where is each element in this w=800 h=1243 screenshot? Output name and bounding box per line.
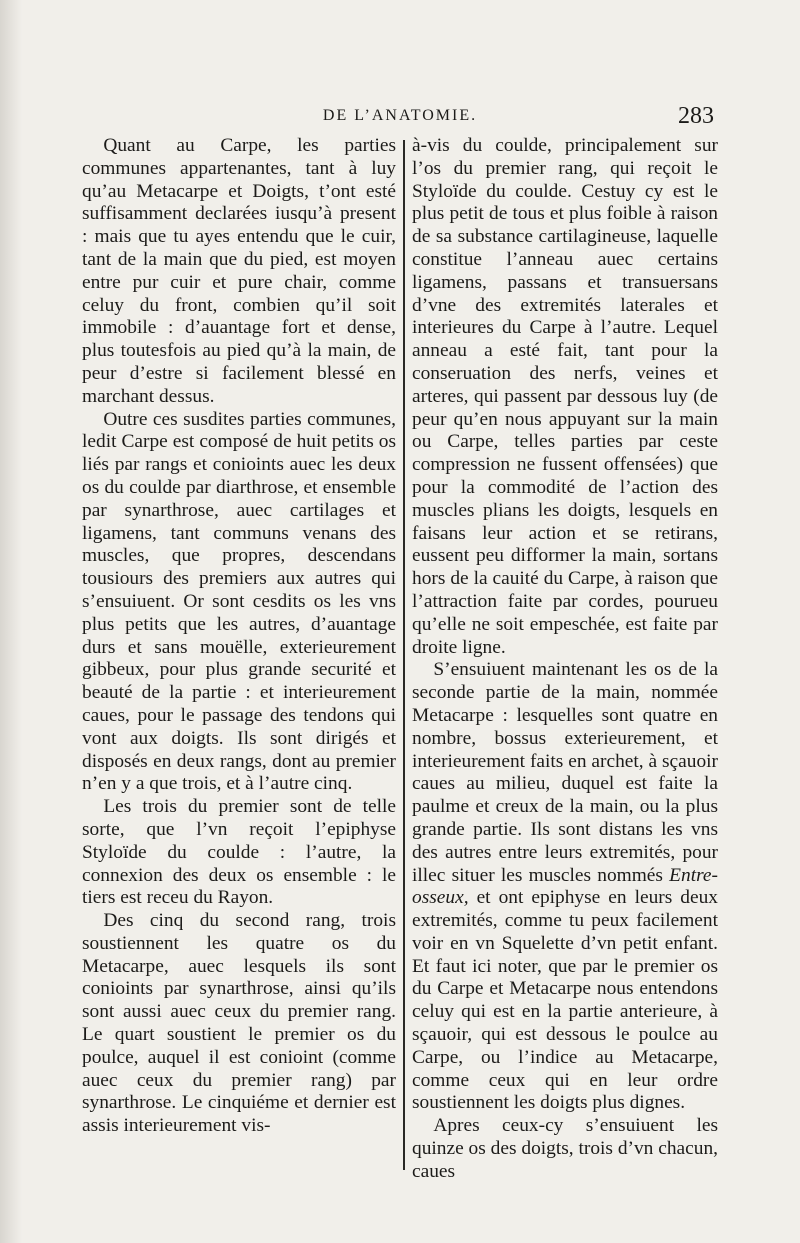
paragraph-text: S’ensuiuent maintenant les os de la seconde partie de la main, nommée Metacarpe : lesquelles sont quatre en nombre, bossus exterieurement, et interieurement faits en archet, à sçauoir caues au milieu, duquel est faite la paulme et creux de la main, ou la plus grande partie. Ils sont distans les vns des autres entre leurs extremités, pour illec situer les muscles nommés: [412, 659, 718, 886]
paragraph: Outre ces susdites parties communes, ledit Carpe est composé de huit petits os liés par rangs et conioints auec les deux os du coulde par diarthrose, et ensemble par synarthrose, auec cartilages et ligamens, tant communs venans des muscles, que propres, descendans tousiours des premiers aux autres qui s’ensuiuent. Or sont cesdits os les vns plus petits que les autres, d’auantage durs et sans mouëlle, exterieurement gibbeux, pour plus grande securité et beauté de la partie : et interieurement caues, pour le passage des tendons qui vont aux doigts. Ils sont dirigés et disposés en deux rangs, dont au premier n’en y a que trois, et à l’autre cinq.: [82, 408, 396, 795]
paragraph: Apres ceux-cy s’ensuiuent les quinze os des doigts, trois d’vn chacun, caues: [412, 1115, 718, 1182]
paragraph: Des cinq du second rang, trois soustiennent les quatre os du Metacarpe, auec lesquels ils sont conioints par synarthrose, ainsi qu’ils sont aussi auec ceux du premier rang. Le quart soustient le premier os du poulce, auquel il est conioint (comme auec ceux du premier rang) par synarthrose. Le cinquiéme et dernier est assis interieurement vis-: [82, 910, 396, 1137]
column-divider: [403, 140, 405, 1170]
page-number: 283: [678, 103, 714, 129]
paragraph: [412, 659, 718, 1115]
left-column: [82, 135, 396, 1138]
paragraph-text: et ont epiphyse en leurs deux extremités, comme tu peux facilement voir en vn Squelette d’vn petit enfant. Et faut ici noter, que par le premier os du Carpe et Metacarpe nous entendons celuy qui est en la partie anterieure, à sçauoir, qui est dessous le poulce au Carpe, ou l’indice au Metacarpe, comme ceux qui en leur ordre soustiennent les doigts plus dignes.: [412, 887, 718, 1114]
page-edge-shadow: [0, 0, 22, 1243]
italic-term: Entre-osseux,: [412, 864, 718, 909]
right-column: [412, 135, 718, 1184]
running-head: DE L’ANATOMIE.: [322, 107, 478, 124]
paragraph: Quant au Carpe, les parties communes appartenantes, tant à luy qu’au Metacarpe et Doigts, t’ont esté suffisamment declarées iusqu’à present : mais que tu ayes entendu que le cuir, tant de la main que du pied, est moyen entre pur cuir et pure chair, comme celuy du front, combien qu’il soit immobile : d’auantage fort et dense, plus toutesfois au pied qu’à la main, de peur d’estre si facilement blessé en marchant dessus.: [82, 135, 396, 407]
paragraph: Les trois du premier sont de telle sorte, que l’vn reçoit l’epiphyse Styloïde du coulde : l’autre, la connexion des deux os ensemble : le tiers est receu du Rayon.: [82, 796, 396, 909]
page-header: [80, 103, 720, 133]
paragraph: à-vis du coulde, principalement sur l’os du premier rang, qui reçoit le Styloïde du coulde. Cestuy cy est le plus petit de tous et plus foible à raison de sa substance cartilagineuse, laquelle constitue l’anneau auec certains ligamens, passans et transuersans d’vne des extremités laterales et interieures du Carpe à l’autre. Lequel anneau a esté fait, tant pour la conseruation des nerfs, veines et arteres, qui passent par dessous luy (de peur qu’en nous appuyant sur la main ou Carpe, telles parties par ceste compression ne fussent offensées) que pour la commodité de l’action des muscles plians les doigts, lesquels en faisans leur action et se retirans, eussent peu difformer la main, sortans hors de la cauité du Carpe, à raison que l’attraction faite par cordes, pourueu qu’elle ne soit empeschée, est faite par droite ligne.: [412, 135, 718, 658]
